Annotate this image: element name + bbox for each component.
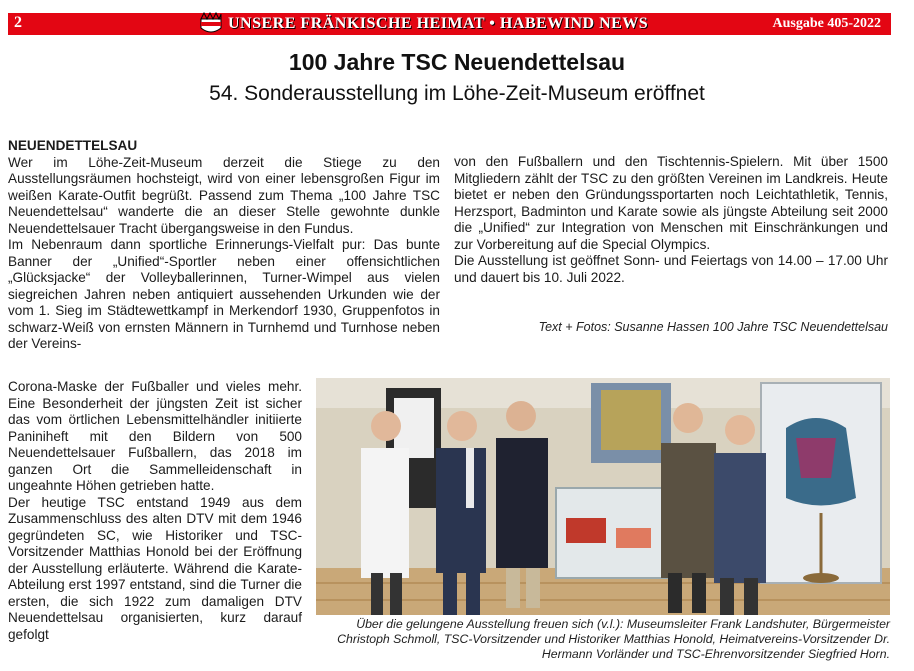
page-number: 2: [14, 14, 22, 31]
photo-credit: Text + Fotos: Susanne Hassen 100 Jahre TSC Neuendettelsau: [538, 320, 888, 334]
article-title: 100 Jahre TSC Neuendettelsau: [288, 49, 626, 75]
dateline: NEUENDETTELSAU: [8, 138, 138, 153]
issue-number: Ausgabe 405-2022: [772, 16, 881, 31]
paragraph: Im Nebenraum dann sportliche Erinnerungs-Vielfalt pur: Das bunte Banner der „Unified“-Sportler neben einer offensichtlichen „Glücksjacke“ der Volleyballerinnen, Turner-Wimpel aus vielen siegreichen Jahren neben antiquiert aussehenden Urkunden wie der vom 1. Sieg im Städtewettkampf in Merkendorf 1930, Gruppenfotos in schwarz-Weiß von ernsten Männern in Turnhemd und Turnhose neben der Vereins-: [8, 237, 440, 351]
paragraph: von den Fußballern und den Tischtennis-Spielern. Mit über 1500 Mitgliedern zählt der TSC zu den größten Vereinen im Landkreis. Heute bietet er neben den Gründungssportarten noch Leichtathletik, Tennis, Herzsport, Badminton und Karate sowie als jüngste Abteilung seit 2000 die „Unified“ zur Integration von Menschen mit Einschränkungen und zur Vorbereitung auf die Special Olympics.: [454, 154, 888, 252]
paragraph: Corona-Maske der Fußballer und vieles mehr. Eine Besonderheit der jüngsten Zeit ist sicher das vom örtlichen Lebensmittelhändler initiierte Paniniheft mit den Bildern von 500 Neuendettelsauer Fußballern, das 2018 im ganzen Ort die Sammelleidenschaft in ungeahnte Höhen getrieben hatte.: [8, 379, 302, 493]
franconian-rake-crest-icon: [198, 10, 224, 36]
article-column-1-bottom: [8, 379, 302, 643]
article-column-2: [454, 154, 888, 286]
photo-caption: Über die gelungene Ausstellung freuen sich (v.l.): Museumsleiter Frank Landshuter, Bürgermeister Christoph Schmoll, TSC-Vorsitzender und Historiker Matthias Honold, Heimatvereins-Vorsitzender Dr. Hermann Vorländer und TSC-Ehrenvorsitzender Siegfried Horn.: [337, 617, 890, 661]
masthead: UNSERE FRÄNKISCHE HEIMAT • HABEWIND NEWS: [228, 15, 649, 32]
header-bar: [8, 13, 891, 35]
paragraph: Der heutige TSC entstand 1949 aus dem Zusammenschluss des alten DTV mit dem 1946 gegründeten SC, wie Historiker und TSC-Vorsitzender Matthias Honold bei der Eröffnung der Ausstellung erläuterte. Während die Karate-Abteilung erst 1997 entstand, sind die Turner die ersten, die sich 1922 zum damaligen DTV Neuendettelsau organisierten, kurz darauf gefolgt: [8, 494, 302, 642]
exhibition-photo: [316, 378, 890, 615]
paragraph: Die Ausstellung ist geöffnet Sonn- und Feiertags von 14.00 – 17.00 Uhr und dauert bis 10. Juli 2022.: [454, 253, 888, 285]
article-column-1-top: [8, 138, 440, 353]
article-subtitle: 54. Sonderausstellung im Löhe-Zeit-Museum eröffnet: [209, 82, 705, 105]
paragraph: Wer im Löhe-Zeit-Museum derzeit die Stiege zu den Ausstellungsräumen hochsteigt, wird von einer lebensgroßen Figur im weißen Karate-Outfit begrüßt. Passend zum Thema „100 Jahre TSC Neuendettelsau“ wanderte die an dieser Stelle gewohnte dunkle Neuendettelsauer Tracht übergangsweise in den Fundus.: [8, 154, 440, 236]
